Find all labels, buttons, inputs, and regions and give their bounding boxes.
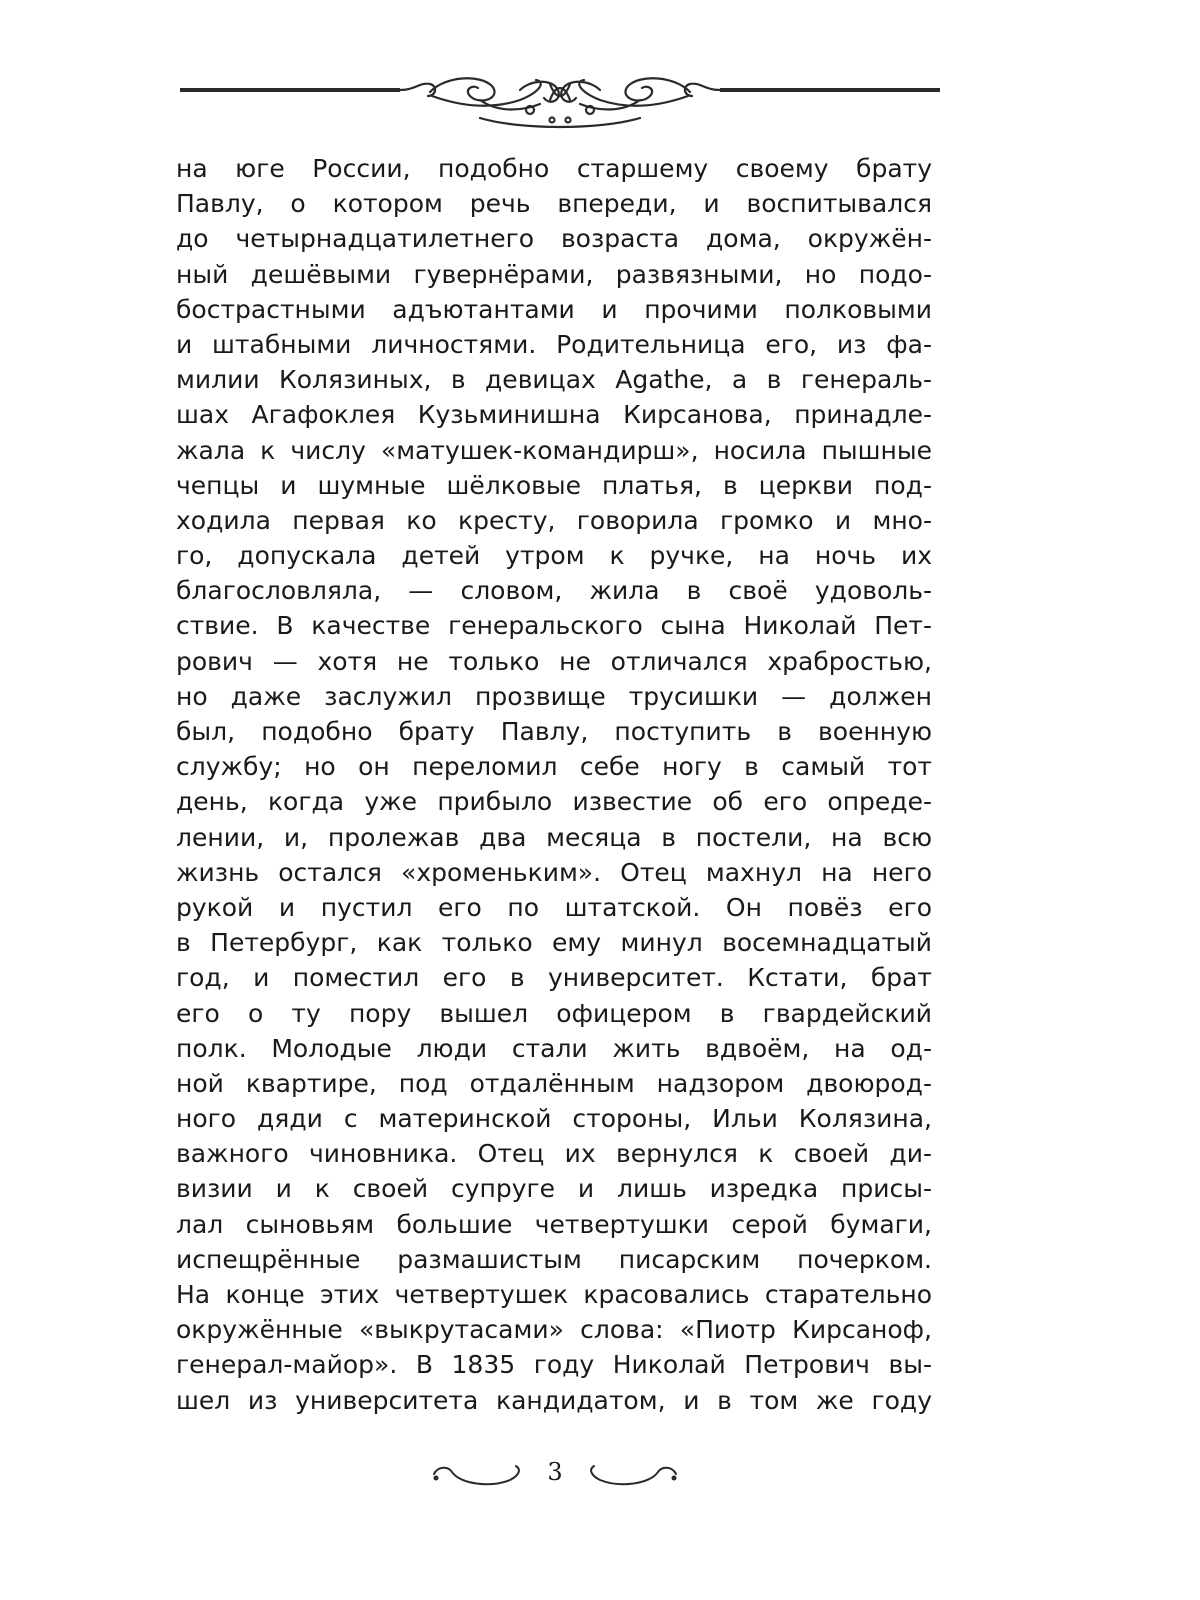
text-line: генерал-майор». В 1835 году Николай Петрович вы- <box>176 1350 932 1380</box>
text-line: испещрённые размашистым писарским почерком. <box>176 1244 932 1274</box>
text-line: был, подобно брату Павлу, поступить в военную <box>176 717 932 746</box>
page-number: 3 <box>547 1458 563 1486</box>
text-line: ный дешёвыми гувернёрами, развязными, но подо- <box>176 259 932 289</box>
text-line: и штабными личностями. Родительница его, из фа- <box>176 329 932 359</box>
text-line: На конце этих четвертушек красовались старательно <box>176 1280 932 1309</box>
text-line: жизнь остался «хроменьким». Отец махнул на него <box>176 857 932 887</box>
text-line: в Петербург, как только ему минул восемнадцатый <box>176 928 932 958</box>
text-line: рукой и пустил его по штатской. Он повёз его <box>176 892 932 922</box>
text-line: шел из университета кандидатом, и в том же году <box>176 1385 932 1415</box>
text-line: Павлу, о котором речь впереди, и воспитывался <box>176 189 932 219</box>
text-line: ходила первая ко кресту, говорила громко и мно- <box>176 505 932 535</box>
text-line: бострастными адъютантами и прочими полковыми <box>176 294 932 324</box>
text-line: его о ту пору вышел офицером в гвардейский <box>176 998 932 1028</box>
text-line: благословляла, — словом, жила в своё удоволь- <box>176 576 932 606</box>
text-line: визии и к своей супруге и лишь изредка присы- <box>176 1174 932 1204</box>
text-line: но даже заслужил прозвище трусишки — должен <box>176 681 932 711</box>
text-line: го, допускала детей утром к ручке, на ночь их <box>176 541 932 571</box>
text-line: милии Колязиных, в девицах Agathe, а в генераль- <box>176 365 932 395</box>
text-line: ной квартире, под отдалённым надзором двоюрод- <box>176 1068 932 1098</box>
text-line: жала к числу «матушек-командирш», носила пышные <box>176 435 932 465</box>
text-line: до четырнадцатилетнего возраста дома, окружён- <box>176 224 932 254</box>
text-line: окружённые «выкрутасами» слова: «Пиотр Кирсаноф, <box>176 1315 932 1345</box>
text-line: ствие. В качестве генеральского сына Николай Пет- <box>176 611 932 641</box>
text-line: ного дяди с материнской стороны, Ильи Колязина, <box>176 1104 932 1134</box>
text-line: шах Агафоклея Кузьминишна Кирсанова, принадле- <box>176 400 932 430</box>
page-footer <box>430 1450 680 1510</box>
right-flourish-icon <box>585 1462 680 1492</box>
text-line: полк. Молодые люди стали жить вдвоём, на од- <box>176 1033 932 1063</box>
text-line: на юге России, подобно старшему своему брату <box>176 154 932 183</box>
text-line: год, и поместил его в университет. Кстати, брат <box>176 963 932 993</box>
text-line: важного чиновника. Отец их вернулся к своей ди- <box>176 1139 932 1169</box>
text-line: рович — хотя не только не отличался храбростью, <box>176 646 932 676</box>
text-line: день, когда уже прибыло известие об его опреде- <box>176 787 932 817</box>
text-line: службу; но он переломил себе ногу в самый тот <box>176 752 932 782</box>
text-line: чепцы и шумные шёлковые платья, в церкви под- <box>176 470 932 500</box>
top-ornament-icon <box>180 70 940 140</box>
text-line: лал сыновьям большие четвертушки серой бумаги, <box>176 1209 932 1239</box>
text-body <box>176 151 932 1418</box>
text-line: лении, и, пролежав два месяца в постели, на всю <box>176 822 932 852</box>
